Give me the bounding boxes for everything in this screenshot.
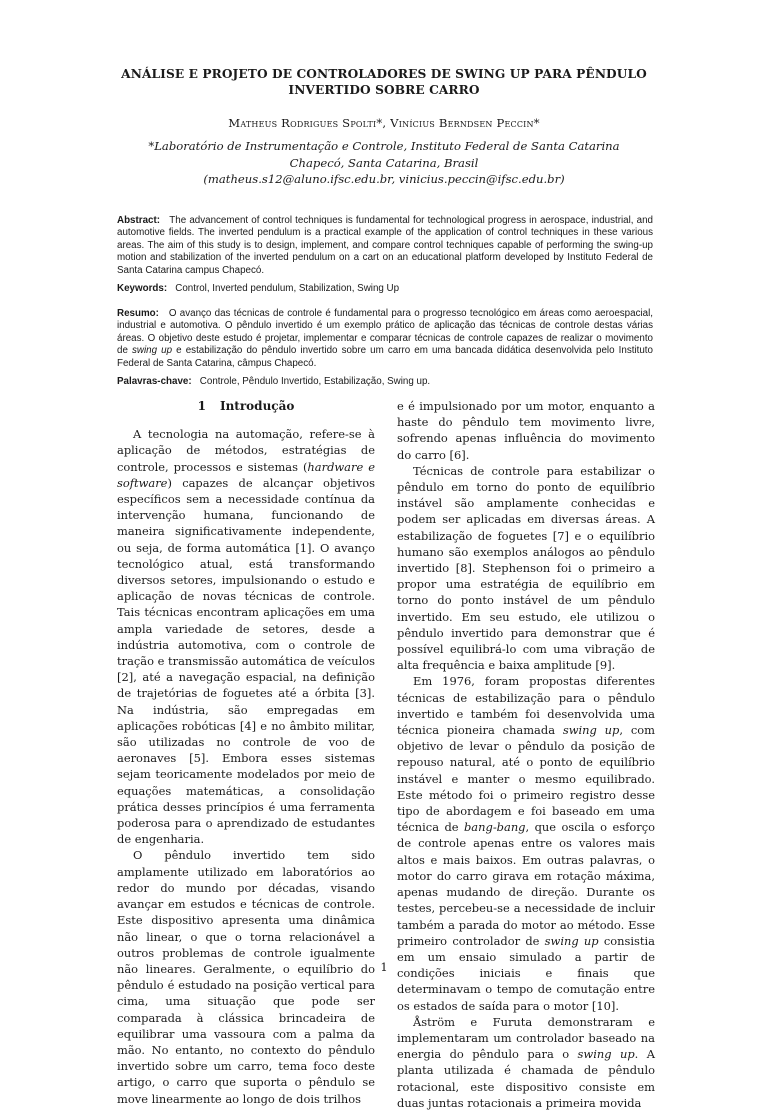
section-number: 1 xyxy=(197,399,206,413)
intro-p4-text-b: , com objetivo de levar o pêndulo da posição de repouso natural, até o ponto de equilíbrio instável e manter o mesmo equilibrado. Este método foi o primeiro registro desse tipo de abordagem e foi baseado em uma técnica de xyxy=(397,723,655,835)
right-column xyxy=(397,398,655,1111)
resumo-label: Resumo: xyxy=(117,308,159,319)
palavras-chave-paragraph xyxy=(117,376,653,388)
author-list: Matheus Rodrigues Spolti*, Vinícius Berndsen Peccin* xyxy=(228,116,540,130)
intro-p4-text-d: consistia em um ensaio simulado a partir de condições iniciais e finais que determinavam o tempo de comutação entre os estados de saída para o motor [10]. xyxy=(397,933,655,1013)
paper-title: ANÁLISE E PROJETO DE CONTROLADORES DE SWING UP PARA PÊNDULO INVERTIDO SOBRE CARRO xyxy=(121,67,647,97)
keywords-label: Keywords: xyxy=(117,283,168,294)
abstract-paragraph xyxy=(117,215,653,277)
affiliation-emails: (matheus.s12@aluno.ifsc.edu.br, vinicius.peccin@ifsc.edu.br) xyxy=(203,172,565,186)
intro-p1-text-b: ) capazes de alcançar objetivos específicos sem a necessidade contínua da intervenção humana, funcionando de maneira significativamente independente, ou seja, de forma automática [1]. O avanço tecnológico atual, está transformando diversos setores, impulsionando o estudo e aplicação de novas técnicas de controle. Tais técnicas encontram aplicações em uma ampla variedade de setores, desde a indústria automotiva, com o controle de tração e transmissão automática de veículos [2], até a navegação espacial, na definição de trajetórias de foguetes até a órbita [3]. Na indústria, são empregadas em aplicações robóticas [4] e no âmbito militar, são utilizadas no controle de voo de aeronaves [5]. Embora esses sistemas sejam teoricamente modelados por meio de equações matemáticas, a consolidação prática desses princípios é uma ferramenta poderosa para o aprendizado de estudantes de engenharia. xyxy=(117,475,375,847)
intro-p5-italic: swing up xyxy=(577,1047,635,1062)
intro-paragraph-3: Técnicas de controle para estabilizar o pêndulo em torno do ponto de equilíbrio instável são amplamente conhecidas e podem ser aplicadas em diversas áreas. A estabilização de foguetes [7] e o equilíbrio humano são exemplos análogos ao pêndulo invertido [8]. Stephenson foi o primeiro a propor uma estratégia de equilíbrio em torno do ponto instável de um pêndulo invertido. Em seu estudo, ele utilizou o pêndulo invertido para demonstrar que é possível equilibrá-lo com uma vibração de alta frequência e baixa amplitude [9]. xyxy=(397,463,655,673)
intro-p1-text-a: A tecnologia na automação, refere-se à aplicação de métodos, estratégias de controle, processos e sistemas ( xyxy=(117,427,375,474)
page-number: 1 xyxy=(380,960,388,974)
intro-p4-italic-2: bang-bang xyxy=(463,820,526,835)
abstract-label: Abstract: xyxy=(117,215,161,226)
intro-p1-italic: hardware e software xyxy=(117,459,375,490)
resumo-paragraph xyxy=(117,308,653,370)
intro-p4-text-a: Em 1976, foram propostas diferentes técnicas de estabilização para o pêndulo invertido e também foi desenvolvida uma técnica pioneira chamada xyxy=(397,674,655,738)
keywords-paragraph xyxy=(117,283,653,295)
palavras-chave-text: Controle, Pêndulo Invertido, Estabilização, Swing up. xyxy=(199,376,431,387)
intro-p4-italic-1: swing up xyxy=(562,723,620,738)
intro-p4-italic-3: swing up xyxy=(544,933,599,948)
affiliation-line-1: *Laboratório de Instrumentação e Controle, Instituto Federal de Santa Catarina xyxy=(148,139,620,153)
keywords-text: Control, Inverted pendulum, Stabilization, Swing Up xyxy=(175,283,400,294)
resumo-text-1: O avanço das técnicas de controle é fundamental para o progresso tecnológico em áreas como aeroespacial, industrial e automotiva. O pêndulo invertido é um exemplo prático de aplicação das técnicas de controle destas várias áreas. O objetivo deste estudo é projetar, implementar e comparar técnicas de controle capazes de realizar o movimento de xyxy=(117,308,653,357)
intro-p4-text-c: , que oscila o esforço de controle apenas entre os valores mais altos e mais baixos. Em outras palavras, o motor do carro girava em rotação máxima, apenas mudando de direção. Durante os testes, percebeu-se a necessidade de incluir também a parada do motor ao método. Esse primeiro controlador de xyxy=(397,820,656,948)
resumo-text-2: e estabilização do pêndulo invertido sobre um carro em uma bancada didática desenvolvida pelo Instituto Federal de Santa Catarina, câmpus Chapecó. xyxy=(117,345,653,369)
intro-paragraph-continued: e é impulsionado por um motor, enquanto a haste do pêndulo tem movimento livre, sofrendo apenas influência do movimento do carro [6]. xyxy=(397,399,655,462)
intro-paragraph-5 xyxy=(397,1014,655,1111)
affiliation-line-2: Chapecó, Santa Catarina, Brasil xyxy=(289,155,479,170)
section-title: Introdução xyxy=(219,399,295,413)
intro-paragraph-1 xyxy=(117,426,375,847)
intro-p5-text-b: . A planta utilizada é chamada de pêndulo rotacional, este dispositivo consiste em duas juntas rotacionais a primeira movida xyxy=(397,1047,655,1110)
intro-p5-text-a: Åström e Furuta demonstraram e implementaram um controlador baseado na energia do pêndulo para o xyxy=(397,1014,655,1062)
affiliation-block xyxy=(60,138,708,188)
palavras-chave-label: Palavras-chave: xyxy=(117,376,192,387)
abstract-text: The advancement of control techniques is fundamental for technological progress in aerospace, industrial, and automotive fields. The inverted pendulum is a practical example of the application of control techniques in these various areas. The aim of this study is to design, implement, and compare control techniques capable of performing the swing-up motion and stabilization of the inverted pendulum on a cart on an educational platform developed by Instituto Federal de Santa Catarina campus Chapecó. xyxy=(117,215,653,276)
intro-paragraph-2: O pêndulo invertido tem sido amplamente utilizado em laboratórios ao redor do mundo por décadas, visando avançar em estudos e técnicas de controle. Este dispositivo apresenta uma dinâmica não linear, o que o torna relacionável a outros problemas de controle igualmente não lineares. Geralmente, o equilíbrio do pêndulo é estudado na posição vertical para cima, uma situação que pode ser comparada à clássica brincadeira de equilibrar uma vassoura com a palma da mão. No entanto, no contexto do pêndulo invertido sobre um carro, tema foco deste artigo, o carro que suporta o pêndulo se move linearmente ao longo de dois trilhos xyxy=(117,848,375,1106)
resumo-swing-up: swing up xyxy=(132,345,173,357)
left-column xyxy=(117,398,375,1107)
section-heading xyxy=(117,398,375,414)
